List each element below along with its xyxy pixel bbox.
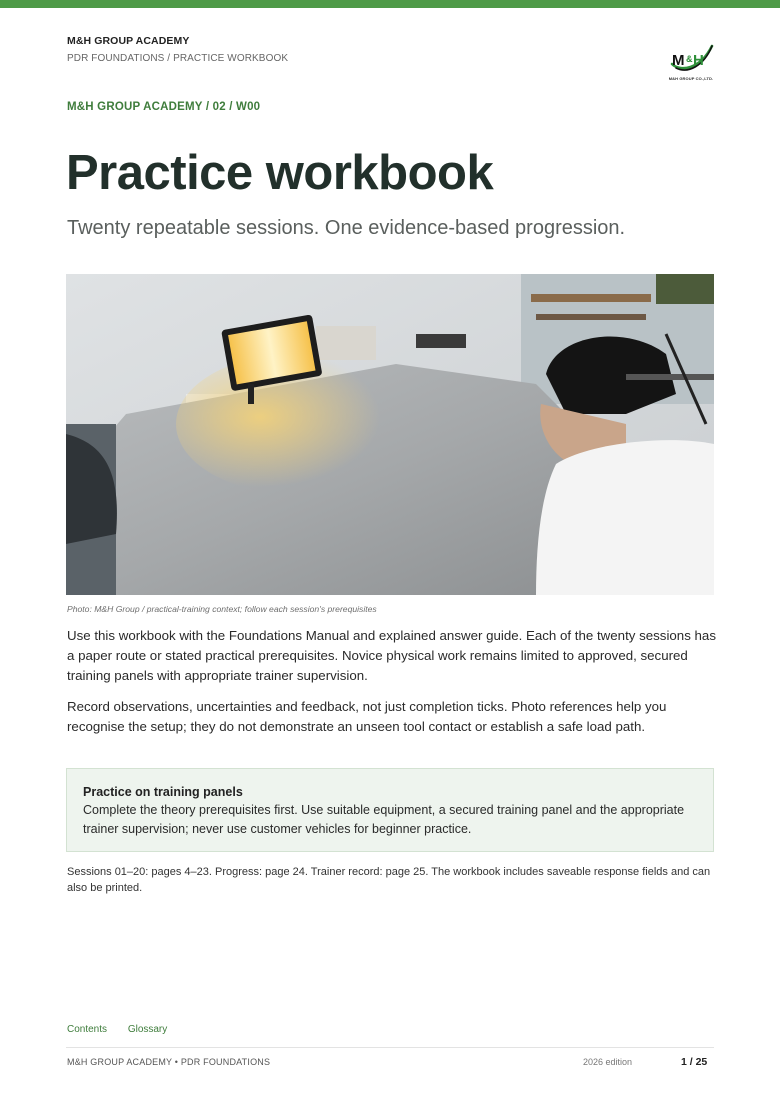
page-subtitle: Twenty repeatable sessions. One evidence-based progression. bbox=[67, 217, 626, 239]
logo-caption: M&H GROUP CO.,LTD. bbox=[668, 76, 714, 81]
photo-caption: Photo: M&H Group / practical-training context; follow each session's prerequisites bbox=[67, 604, 377, 614]
svg-text:M: M bbox=[672, 52, 685, 69]
callout-title: Practice on training panels bbox=[83, 785, 243, 799]
footer-org: M&H GROUP ACADEMY • PDR FOUNDATIONS bbox=[67, 1057, 271, 1067]
safety-callout bbox=[66, 768, 714, 852]
page-number: 1 / 25 bbox=[681, 1056, 708, 1068]
document-path: PDR FOUNDATIONS / PRACTICE WORKBOOK bbox=[67, 53, 289, 64]
page-title: Practice workbook bbox=[66, 146, 494, 200]
contents-link[interactable]: Contents bbox=[67, 1024, 108, 1035]
footer-edition: 2026 edition bbox=[583, 1057, 633, 1067]
breadcrumb: M&H GROUP ACADEMY / 02 / W00 bbox=[67, 101, 261, 113]
intro-paragraph: Use this workbook with the Foundations Manual and explained answer guide. Each of the twenty sessions has a paper route or stated practical prerequisites. Novice physical work remains limited to approved, secured training panels with appropriate trainer supervision. bbox=[67, 628, 716, 683]
callout-body: Complete the theory prerequisites first. Use suitable equipment, a secured training panel and the appropriate trainer supervision; never use customer vehicles for beginner practice. bbox=[83, 803, 685, 836]
glossary-link[interactable]: Glossary bbox=[127, 1024, 168, 1035]
footer-links bbox=[67, 1024, 185, 1035]
svg-text:H: H bbox=[693, 52, 704, 69]
footer-divider bbox=[66, 1047, 714, 1048]
training-photo bbox=[66, 274, 714, 595]
accent-bar bbox=[0, 0, 780, 8]
guidance-paragraph: Record observations, uncertainties and feedback, not just completion ticks. Photo references help you recognise the setup; they do not demonstrate an unseen tool contact or establish a safe load path. bbox=[67, 699, 667, 734]
svg-text:&: & bbox=[686, 54, 693, 64]
org-name: M&H GROUP ACADEMY bbox=[67, 35, 190, 47]
sessions-note: Sessions 01–20: pages 4–23. Progress: page 24. Trainer record: page 25. The workbook includes saveable response fields and can also be printed. bbox=[67, 866, 711, 894]
